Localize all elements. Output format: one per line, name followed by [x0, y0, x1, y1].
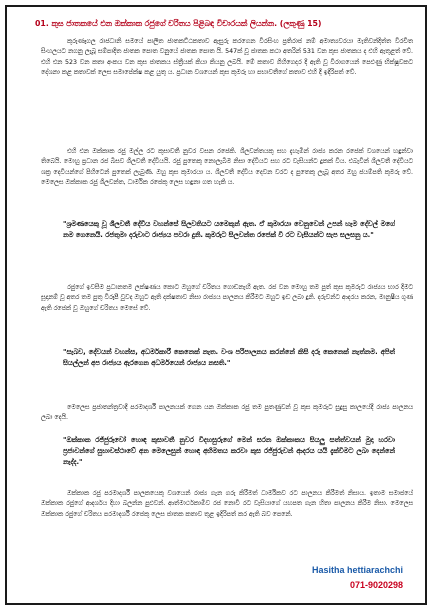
paragraph-3: රජුගේ ඉවසීම ප්‍රධානතම ලක්ෂණය කොට ඔහුගේ චරිතය ගොඩනැඟී ඇත. රජ වන මොහු තම පුත් කුස කුමරුට රාජ්‍යය භාර දීමට සූදානම් වූ අතර තම පුතු විරූපී වුවද ඔහුට ඇති දක්ෂතාව නිසා රාජ්‍යය පාලනය කිරීමට ඔහුට ඉඩ ලබා දුනි. දරුවන්ට ආදරය කරන, මානුෂීය ගුණ ඇති රජෙක් වූ ඔහුගේ චරිතය මෙසේ වේ.: [41, 284, 413, 312]
paragraph-5: ඔක්කාක රජු පරමාදර්ශී පාලකයෙකු වශයෙන් රාජ්‍ය ගැන ගරු කිරීමත් ධාර්මිකව රට පාලනය කිරීමත් නිසාය. ඉතාම සමාජයේ ඔක්කාක රජුගේ ආදර්ශය දිහා බලන්න පුළුවන්. ආත්මාර්ථකාමීව රජ නොවී රට වැසියාගේ යහපත ගැන හිතා පාලනය කිරීම නිසා. මෙලෙස ඔක්කාක රජුගේ චරිතය පරමාදර්ශී රජෙකු ලෙස ජාතක කතාව තුළ ඉදිරිපත් කර ඇති බව පෙනේ.: [41, 490, 413, 518]
paragraph-2: එහි එන ඔක්කාක රජු මල්ල රට කුසාවතී නුවර වසන රජෙකි. ශීලවන්තයකු සහ දැහැමින් රාජ්‍ය කරන රජෙක් වශයෙන් හඳුන්වා තිබෙයි. මොහු ප්‍රධාන රජ බිසව ශීලවතී දේවියයි. රජු පුතෙකු නොලැබීම නිසා දේවියට සහ රට වැසියන්ට දුකක් විය. එබැවින් ශීලවතී දේවියට ශක්‍ර දෙවියන්ගේ පිහිටෙන් පුතෙක් ලැබුණි. ඔහු කුස කුමාරයා ය. ශීලවතී දේවිය දෙවන වරට ද පුතෙකු ලැබූ අතර ඔහු ජයම්පති කුමරු වේ. මෙලෙස ඔක්කාක රජු ශීලවන්ත, ධාර්මික රජෙකු ලෙස හඳුනා ගත හැකි ය.: [41, 148, 413, 187]
quote-3: "ඔක්කාක රජ්ජුරුවෝ හොඳ කුසාවතී නුවර විදහසුරුගේ මෙන් සරන ඔක්කාකය සියලු සත්ත්වයන් මුදා හරවා ප්‍රජාවන්ගේ සුභාවස්ථාවේ අන මෙලෙසුන් හොඳ අභිමතය කරවා කුස රජ්ජුරුවන් ආදරය යයි දැක්වීමට ලබා දෙන්නේ නැද්ද.": [63, 436, 395, 466]
author-phone: 071-9020298: [349, 580, 403, 590]
document-page: [5, 5, 427, 605]
author-name: Hasitha hettiarachchi: [311, 565, 403, 575]
quote-1: "ශ්‍රමණයෙකු වූ ශීලවතී දේවිය වහන්සේ සිලවතියට යමෙකුන් ඇත. ඒ කුමාරයා වෙනුවෙන් උපන් හැම දේවල් මගේ නම ගෙනෙයි. රජතුමා දරුවාට රාජ්‍යය පවරා දුනි. කුමරුට සිලවන්ත රජෙක් වී රට වැසියන්ට සැප සලසනු ය.": [63, 220, 395, 239]
paragraph-1: කුරුණෑගල රාජධානි සමයේ පාලිත ජාතකට්ඨකතාව ඇසුරු කරගෙන වීරසිංහ ප්‍රතිරාජ නම් අමාත්‍යවරයා මැතිවන්දිත්ත විරචිත සිංහලයට නගනු ලැබූ සම්පාදිත ජාතක පොත වනුයේ ජාතක පොත යි. 547ක් වූ ජාතක කථා අතරින් 531 වන කුස ජාතකය ද එහි ඇතුළත් වේ. එහි එන 523 වන කතා අංකය වන කුස ජාතකය ස්ත්‍රීයක් කියා කියනු ලබයි. මේ කතාව ගිහිගෙදර දී ඇති වූ විරාගයෙන් පෙළුණු භික්ෂූවකට දේශනා කළ කතාවක් ලෙස සමාපේක්ෂ කළ යුතු ය. ප්‍රධාන වශයෙන් කුස කුමරු හා පභාවතීගේ කතාව එහි දී ඉදිරිපත් වේ.: [41, 38, 413, 77]
question-heading: 01. කුස ජාතකයේ එන ඔක්කාක රජුගේ චරිතය පිළිබඳ විචාරයක් ලියන්න. (ලකුණු 15): [35, 19, 322, 28]
paragraph-4: මෙලෙස ප්‍රජාතන්ත්‍රවාදී පරමාදර්ශී පාලනයක් ගෙන යන ඔක්කාක රජු තම පුතණුවන් වූ කුස කුමරුට සුදුසු කාලයේදී රාජ්‍ය පාලනය ලබා දෙයි.: [41, 404, 413, 422]
quote-2: "සැබව, දේවයන් වහන්ස, අධර්මකාරී කෙනෙක් නැත. වංශ පරිපාලනය කරන්නේ කිසි දරු කෙනෙක් නැත්නම. අපිත් සියල්ලන් අප රාජ්‍යය ඇරගෙන අධර්මයෙන් රාජ්‍යය නසති.": [63, 348, 395, 367]
